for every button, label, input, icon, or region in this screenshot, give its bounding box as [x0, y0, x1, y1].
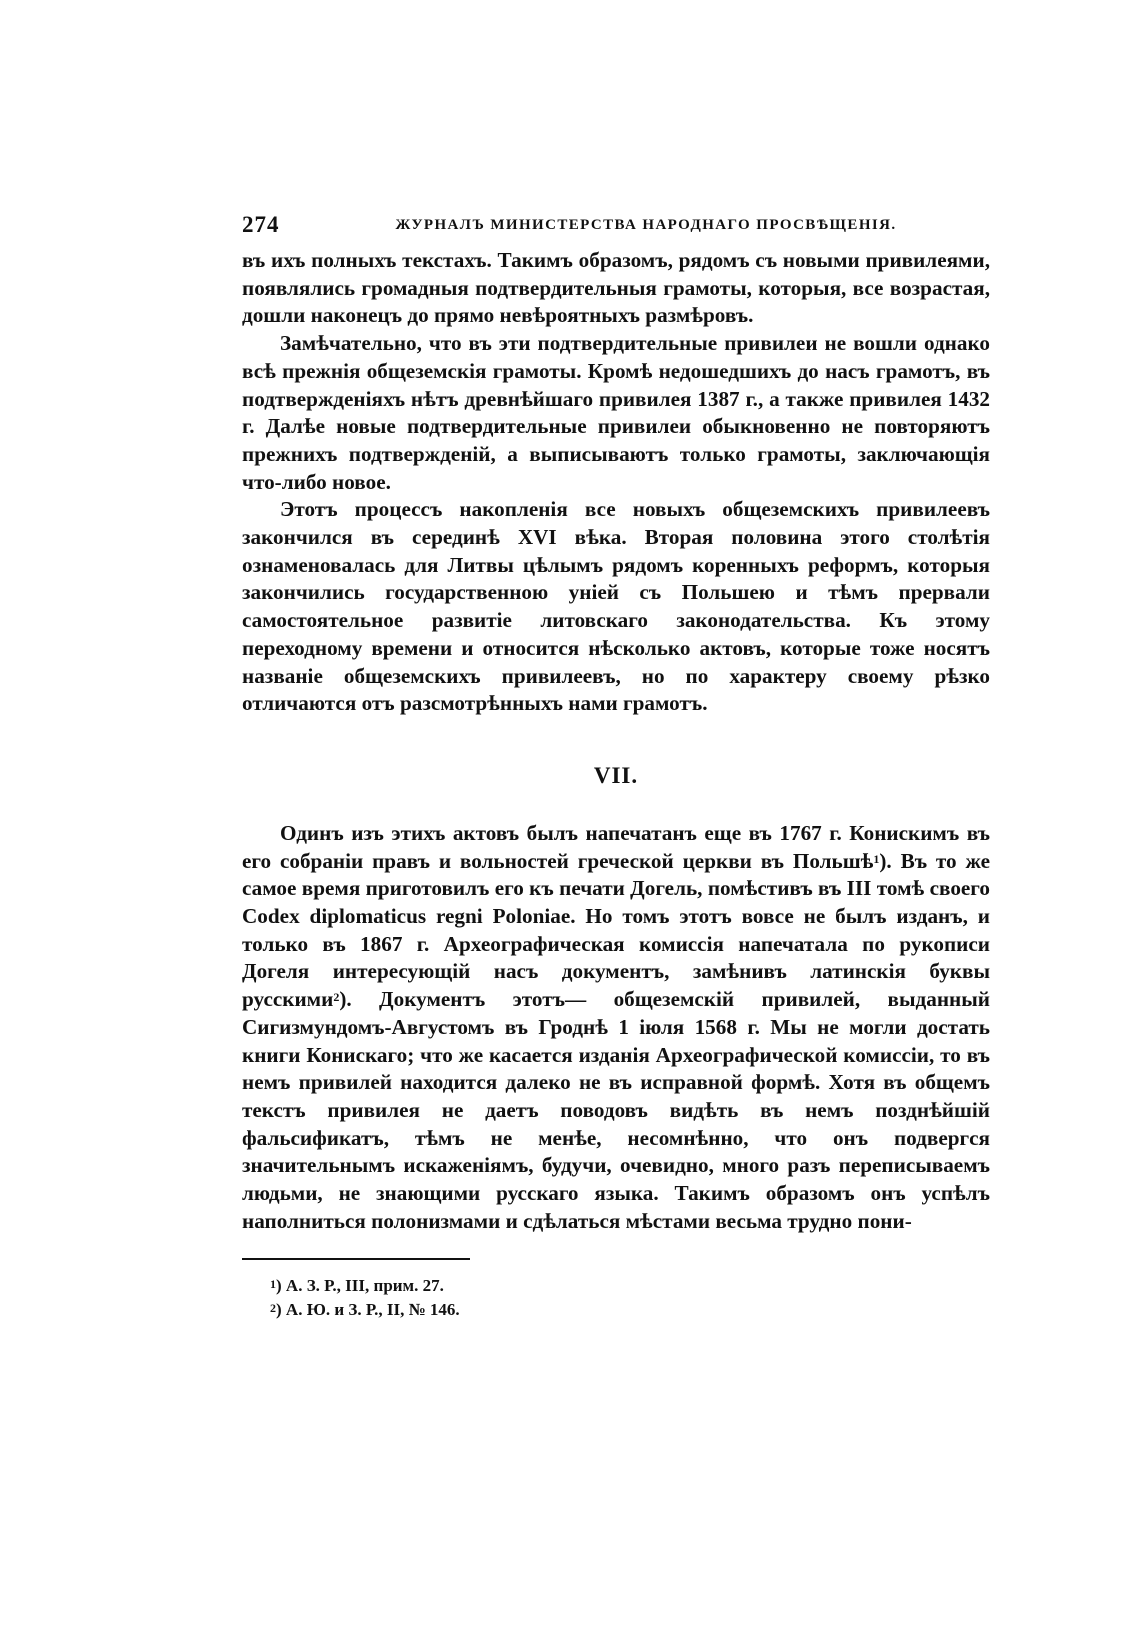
- journal-title: ЖУРНАЛЪ МИНИСТЕРСТВА НАРОДНАГО ПРОСВѢЩЕНІЯ.: [395, 217, 897, 233]
- paragraph-text: ). Документъ этотъ— общеземскій привилей, выданный Сигизмундомъ-Августомъ въ Гроднѣ 1 іюля 1568 г. Мы не могли достать книги Конискаго; что же касается изданія Археографической комиссіи, то въ немъ привилей находится далеко не въ исправной формѣ. Хотя въ общемъ текстъ привилея не даетъ поводовъ видѣть въ немъ позднѣйшій фальсификатъ, тѣмъ не менѣе, несомнѣнно, что онъ подвергся значительнымъ искаженіямъ, будучи, очевидно, много разъ переписываемъ людьми, не знающими русскаго языка. Такимъ образомъ онъ успѣлъ наполниться полонизмами и сдѣлаться мѣстами весьма трудно пони-: [242, 987, 990, 1233]
- footnotes: [242, 1274, 990, 1322]
- page-number: 274: [242, 212, 280, 237]
- footnote-mark: 2: [270, 1300, 276, 1315]
- footnote: [242, 1298, 990, 1322]
- paragraph-text: ). Въ то же самое время приготовилъ его къ печати Догель, помѣстивъ въ III томѣ своего Codex diplomaticus regni Poloniae. Но томъ этотъ вовсе не былъ изданъ, и только въ 1867 г. Археографическая комиссія напечатала по рукописи Догеля интересующій насъ документъ, замѣнивъ латинскія буквы русскими: [242, 848, 990, 1012]
- body-text: [242, 247, 990, 1236]
- footnote-ref: 1: [873, 851, 880, 866]
- paragraph-text: Одинъ изъ этихъ актовъ былъ напечатанъ еще въ 1767 г. Конискимъ въ его собраніи правъ и вольностей греческой церкви въ Польшѣ: [242, 820, 990, 873]
- footnote-mark: 1: [270, 1276, 276, 1291]
- running-head: [242, 205, 990, 245]
- paragraph-continuation: въ ихъ полныхъ текстахъ. Такимъ образомъ, рядомъ съ новыми привилеями, появлялись громадныя подтвердительныя грамоты, которыя, все возрастая, дошли наконецъ до прямо невѣроятныхъ размѣровъ.: [242, 248, 990, 328]
- book-page: [242, 205, 990, 1322]
- footnote-text: ) А. Ю. и З. Р., II, № 146.: [276, 1299, 460, 1319]
- section-paragraph: [242, 820, 990, 1236]
- footnote: [242, 1274, 990, 1298]
- footnote-divider: [242, 1258, 470, 1260]
- section-heading: VII.: [593, 762, 639, 788]
- paragraph: Этотъ процессъ накопленія все новыхъ общеземскихъ привилеевъ закончился въ серединѣ XVI вѣка. Вторая половина этого столѣтія ознаменовалась для Литвы цѣлымъ рядомъ коренныхъ реформъ, которыя закончились государственною уніей съ Польшею и тѣмъ прервали самостоятельное развитіе литовскаго законодательства. Къ этому переходному времени и относится нѣсколько актовъ, которые тоже носятъ названіе общеземскихъ привилеевъ, но по характеру своему рѣзко отличаются отъ разсмотрѣнныхъ нами грамотъ.: [242, 497, 990, 716]
- footnote-ref: 2: [333, 990, 340, 1005]
- footnote-text: ) А. З. Р., III, прим. 27.: [276, 1275, 444, 1295]
- paragraph: Замѣчательно, что въ эти подтвердительные привилеи не вошли однако всѣ прежнія общеземскія грамоты. Кромѣ недошедшихъ до насъ грамотъ, въ подтвержденіяхъ нѣтъ древнѣйшаго привилея 1387 г., а также привилея 1432 г. Далѣе новые подтвердительные привилеи обыкновенно не повторяютъ прежнихъ подтвержденій, а выписываютъ только грамоты, заключающія что-либо новое.: [242, 331, 990, 494]
